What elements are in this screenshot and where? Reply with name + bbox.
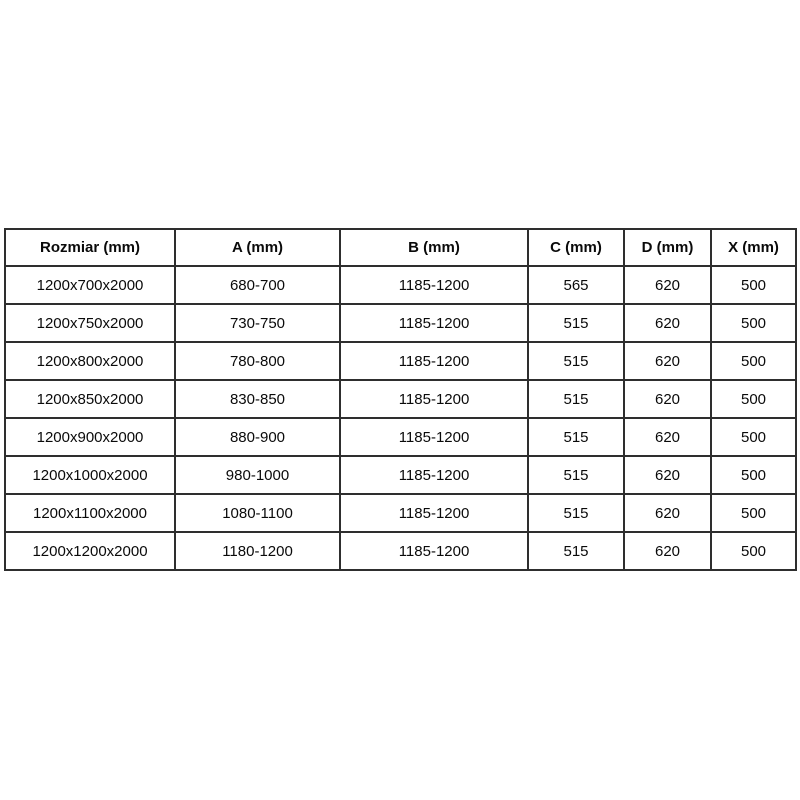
column-header-5: X (mm) [711, 229, 796, 266]
table-cell: 620 [624, 418, 711, 456]
table-cell: 515 [528, 380, 624, 418]
table-cell: 1200x1000x2000 [5, 456, 175, 494]
column-header-0: Rozmiar (mm) [5, 229, 175, 266]
table-cell: 515 [528, 494, 624, 532]
table-cell: 1185-1200 [340, 456, 528, 494]
column-header-1: A (mm) [175, 229, 340, 266]
table-cell: 500 [711, 494, 796, 532]
table-cell: 1200x1100x2000 [5, 494, 175, 532]
table-cell: 1200x750x2000 [5, 304, 175, 342]
table-cell: 620 [624, 380, 711, 418]
column-header-2: B (mm) [340, 229, 528, 266]
table-cell: 500 [711, 380, 796, 418]
table-cell: 1185-1200 [340, 380, 528, 418]
table-cell: 880-900 [175, 418, 340, 456]
table-cell: 1185-1200 [340, 418, 528, 456]
table-cell: 830-850 [175, 380, 340, 418]
table-cell: 1200x1200x2000 [5, 532, 175, 570]
table-cell: 515 [528, 418, 624, 456]
table-cell: 680-700 [175, 266, 340, 304]
table-cell: 515 [528, 342, 624, 380]
table-body [5, 266, 796, 570]
table-cell: 1200x900x2000 [5, 418, 175, 456]
table-cell: 620 [624, 532, 711, 570]
table-cell: 980-1000 [175, 456, 340, 494]
table-row [5, 342, 796, 380]
table-row [5, 418, 796, 456]
table-cell: 500 [711, 418, 796, 456]
table-cell: 500 [711, 456, 796, 494]
table-row [5, 380, 796, 418]
table-cell: 1200x850x2000 [5, 380, 175, 418]
table-cell: 1185-1200 [340, 494, 528, 532]
table-row [5, 494, 796, 532]
table-row [5, 304, 796, 342]
table-cell: 620 [624, 266, 711, 304]
table-cell: 500 [711, 342, 796, 380]
table-cell: 515 [528, 532, 624, 570]
table-cell: 780-800 [175, 342, 340, 380]
column-header-4: D (mm) [624, 229, 711, 266]
table-cell: 565 [528, 266, 624, 304]
table-cell: 500 [711, 266, 796, 304]
table-cell: 620 [624, 494, 711, 532]
column-header-3: C (mm) [528, 229, 624, 266]
table-cell: 620 [624, 456, 711, 494]
table-cell: 730-750 [175, 304, 340, 342]
table-cell: 1200x800x2000 [5, 342, 175, 380]
table-cell: 500 [711, 532, 796, 570]
table-row [5, 266, 796, 304]
table-cell: 620 [624, 342, 711, 380]
table-cell: 1185-1200 [340, 532, 528, 570]
table-cell: 1185-1200 [340, 342, 528, 380]
table-cell: 620 [624, 304, 711, 342]
table-cell: 515 [528, 456, 624, 494]
table-cell: 1080-1100 [175, 494, 340, 532]
table-cell: 1180-1200 [175, 532, 340, 570]
table-cell: 515 [528, 304, 624, 342]
table-cell: 1200x700x2000 [5, 266, 175, 304]
table-row [5, 532, 796, 570]
dimensions-table [4, 228, 797, 571]
table-cell: 1185-1200 [340, 304, 528, 342]
table-cell: 1185-1200 [340, 266, 528, 304]
table-row [5, 456, 796, 494]
header-row [5, 229, 796, 266]
table-cell: 500 [711, 304, 796, 342]
